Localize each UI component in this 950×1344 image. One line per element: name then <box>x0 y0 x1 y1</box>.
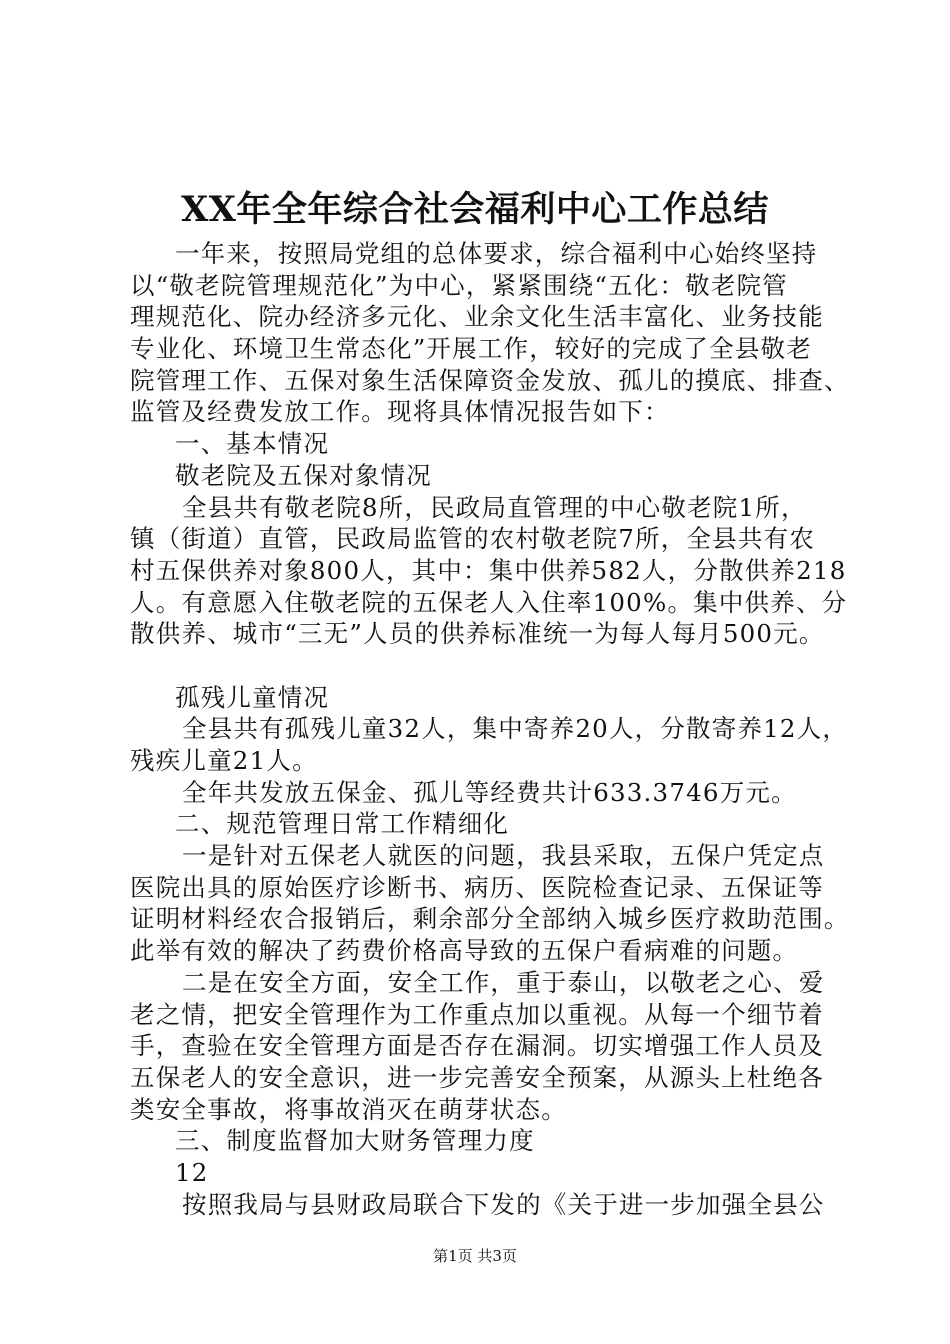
section-heading: 二、规范管理日常工作精细化 <box>175 809 510 839</box>
paragraph-line: 镇（街道）直管，民政局监管的农村敬老院7所，全县共有农 <box>130 524 815 554</box>
paragraph-line: 村五保供养对象800人，其中：集中供养582人，分散供养218 <box>130 555 847 585</box>
paragraph-line: 此举有效的解决了药费价格高导致的五保户看病难的问题。 <box>130 936 799 966</box>
subsection-heading: 孤残儿童情况 <box>175 682 330 712</box>
stray-number: 12 <box>175 1157 209 1187</box>
document-body <box>130 238 850 1220</box>
paragraph-line: 专业化、环境卫生常态化”开展工作，较好的完成了全县敬老 <box>130 334 812 364</box>
section-heading: 一、基本情况 <box>175 429 330 459</box>
paragraph-line: 人。有意愿入住敬老院的五保老人入住率100%。集中供养、分 <box>130 587 848 617</box>
paragraph-line: 监管及经费发放工作。现将具体情况报告如下： <box>130 397 670 427</box>
paragraph-line: 医院出具的原始医疗诊断书、病历、医院检查记录、五保证等 <box>130 872 824 902</box>
subsection-heading: 敬老院及五保对象情况 <box>175 460 432 490</box>
paragraph-line: 二是在安全方面，安全工作，重于泰山，以敬老之心、爱 <box>182 967 825 997</box>
paragraph-line: 散供养、城市“三无”人员的供养标准统一为每人每月500元。 <box>130 619 825 649</box>
paragraph-line: 全年共发放五保金、孤儿等经费共计633.3746万元。 <box>182 777 797 807</box>
paragraph-line: 残疾儿童21人。 <box>130 746 318 775</box>
paragraph-line: 类安全事故，将事故消灭在萌芽状态。 <box>130 1094 567 1124</box>
paragraph-line: 院管理工作、五保对象生活保障资金发放、孤儿的摸底、排查、 <box>130 365 850 395</box>
blank-line <box>130 650 830 682</box>
paragraph-line: 老之情，把安全管理作为工作重点加以重视。从每一个细节着 <box>130 999 824 1029</box>
section-heading: 三、制度监督加大财务管理力度 <box>175 1126 535 1156</box>
paragraph-line: 按照我局与县财政局联合下发的《关于进一步加强全县公 <box>182 1189 825 1219</box>
document-title: XX年全年综合社会福利中心工作总结 <box>181 189 769 230</box>
paragraph-line: 全县共有孤残儿童32人，集中寄养20人，分散寄养12人， <box>182 714 849 744</box>
paragraph-line: 五保老人的安全意识，进一步完善安全预案，从源头上杜绝各 <box>130 1062 824 1092</box>
paragraph-line: 证明材料经农合报销后，剩余部分全部纳入城乡医疗救助范围。 <box>130 904 850 934</box>
paragraph-line: 以“敬老院管理规范化”为中心，紧紧围绕“五化：敬老院管 <box>130 270 788 300</box>
page-number-footer: 第1页 共3页 <box>433 1247 517 1265</box>
paragraph-line: 手，查验在安全管理方面是否存在漏洞。切实增强工作人员及 <box>130 1031 824 1061</box>
paragraph-line: 一是针对五保老人就医的问题，我县采取，五保户凭定点 <box>182 841 825 871</box>
paragraph-line: 一年来，按照局党组的总体要求，综合福利中心始终坚持 <box>175 239 818 268</box>
paragraph-line: 理规范化、院办经济多元化、业余文化生活丰富化、业务技能 <box>130 302 824 332</box>
paragraph-line: 全县共有敬老院8所，民政局直管理的中心敬老院1所， <box>182 492 807 522</box>
